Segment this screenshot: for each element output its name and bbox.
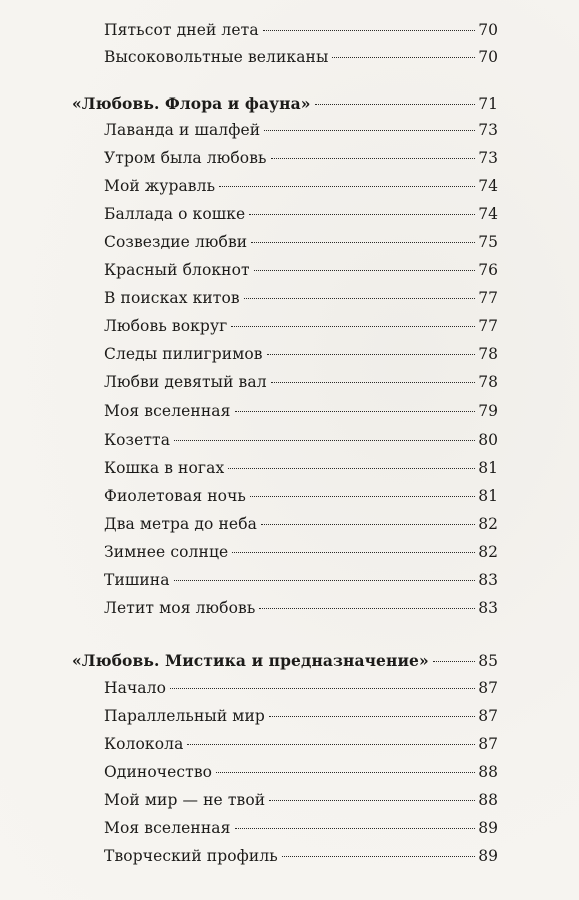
dot-leader <box>228 468 475 469</box>
dot-leader <box>251 242 475 243</box>
page-number: 77 <box>478 289 498 307</box>
toc-entry-title: Зимнее солнце <box>104 543 229 561</box>
toc-entry <box>104 486 498 506</box>
dot-leader <box>170 688 475 689</box>
dot-leader <box>271 158 476 159</box>
dot-leader <box>271 382 476 383</box>
page-number: 81 <box>478 487 498 505</box>
dot-leader <box>174 440 475 441</box>
page-number: 88 <box>478 791 498 809</box>
dot-leader <box>315 104 476 105</box>
toc-entry <box>104 316 498 336</box>
dot-leader <box>235 828 476 829</box>
dot-leader <box>259 608 475 609</box>
toc-entry-title: Созвездие любви <box>104 233 248 251</box>
toc-entry-title: Следы пилигримов <box>104 345 263 363</box>
page-number: 81 <box>478 459 498 477</box>
page-number: 78 <box>478 373 498 391</box>
page-number: 74 <box>478 177 498 195</box>
page-number: 83 <box>478 571 498 589</box>
toc-entry-title: Лаванда и шалфей <box>104 121 261 139</box>
toc-entry <box>104 762 498 782</box>
toc-section <box>72 94 498 114</box>
page-number: 85 <box>478 652 498 670</box>
toc-entry-title: Творческий профиль <box>104 847 278 865</box>
page-number: 79 <box>478 402 498 420</box>
dot-leader <box>231 326 475 327</box>
toc-entry <box>104 47 498 67</box>
toc-entry <box>104 372 498 392</box>
toc-entry-title: Утром была любовь <box>104 149 267 167</box>
toc-entry-title: Красный блокнот <box>104 261 250 279</box>
dot-leader <box>282 856 475 857</box>
page-number: 70 <box>478 21 498 39</box>
dot-leader <box>263 30 476 31</box>
dot-leader <box>264 130 475 131</box>
toc-entry-title: Тишина <box>104 571 170 589</box>
page-number: 70 <box>478 48 498 66</box>
toc-entry <box>104 790 498 810</box>
toc-entry <box>104 598 498 618</box>
toc-entry <box>104 570 498 590</box>
toc-entry <box>104 120 498 140</box>
dot-leader <box>235 411 476 412</box>
page-number: 80 <box>478 431 498 449</box>
dot-leader <box>174 580 476 581</box>
toc-entry-title: Любовь вокруг <box>104 317 228 335</box>
toc-entry-title: Любви девятый вал <box>104 373 267 391</box>
dot-leader <box>187 744 475 745</box>
page-number: 87 <box>478 707 498 725</box>
page-number: 73 <box>478 149 498 167</box>
toc-entry <box>104 148 498 168</box>
toc-entry <box>104 204 498 224</box>
page-number: 77 <box>478 317 498 335</box>
toc-entry <box>104 232 498 252</box>
toc-entry <box>104 176 498 196</box>
toc-entry <box>104 458 498 478</box>
toc-entry <box>104 20 498 40</box>
toc-entry-title: Мой мир — не твой <box>104 791 266 809</box>
toc-entry-title: Фиолетовая ночь <box>104 487 246 505</box>
dot-leader <box>250 496 475 497</box>
toc-entry-title: Параллельный мир <box>104 707 265 725</box>
toc-entry <box>104 846 498 866</box>
toc-entry-title: Кошка в ногах <box>104 459 225 477</box>
toc-entry-title: Баллада о кошке <box>104 205 246 223</box>
dot-leader <box>254 270 476 271</box>
page-number: 75 <box>478 233 498 251</box>
toc-entry-title: Летит моя любовь <box>104 599 256 617</box>
dot-leader <box>216 772 475 773</box>
toc-entry <box>104 818 498 838</box>
dot-leader <box>269 800 475 801</box>
toc-entry-title: Высоковольтные великаны <box>104 48 329 66</box>
toc-entry <box>104 288 498 308</box>
page-number: 74 <box>478 205 498 223</box>
dot-leader <box>249 214 475 215</box>
toc-entry <box>104 514 498 534</box>
toc-section-title: «Любовь. Флора и фауна» <box>72 94 311 113</box>
page-number: 78 <box>478 345 498 363</box>
toc-entry <box>104 542 498 562</box>
toc-entry <box>104 734 498 754</box>
dot-leader <box>332 57 475 58</box>
toc-entry-title: Пятьсот дней лета <box>104 21 259 39</box>
dot-leader <box>244 298 476 299</box>
page-number: 82 <box>478 543 498 561</box>
toc-entry <box>104 706 498 726</box>
page-number: 76 <box>478 261 498 279</box>
toc-entry <box>104 678 498 698</box>
page-number: 87 <box>478 679 498 697</box>
page-number: 83 <box>478 599 498 617</box>
toc-entry <box>104 344 498 364</box>
page-number: 73 <box>478 121 498 139</box>
toc-entry-title: Одиночество <box>104 763 213 781</box>
dot-leader <box>219 186 475 187</box>
toc-entry-title: Колокола <box>104 735 184 753</box>
dot-leader <box>267 354 476 355</box>
page-number: 87 <box>478 735 498 753</box>
page-number: 82 <box>478 515 498 533</box>
page-number: 89 <box>478 819 498 837</box>
toc-entry <box>104 401 498 421</box>
toc-entry-title: Моя вселенная <box>104 819 231 837</box>
toc-entry <box>104 260 498 280</box>
dot-leader <box>433 661 475 662</box>
toc-entry-title: Два метра до неба <box>104 515 257 533</box>
toc-entry <box>104 430 498 450</box>
toc-section-title: «Любовь. Мистика и предназначение» <box>72 651 429 670</box>
dot-leader <box>232 552 475 553</box>
page-number: 88 <box>478 763 498 781</box>
toc-section <box>72 651 498 671</box>
dot-leader <box>261 524 475 525</box>
toc-entry-title: Моя вселенная <box>104 402 231 420</box>
toc-entry-title: Мой журавль <box>104 177 216 195</box>
toc-entry-title: В поисках китов <box>104 289 240 307</box>
toc-entry-title: Козетта <box>104 431 171 449</box>
dot-leader <box>269 716 475 717</box>
page-number: 71 <box>478 95 498 113</box>
page-number: 89 <box>478 847 498 865</box>
toc-entry-title: Начало <box>104 679 167 697</box>
